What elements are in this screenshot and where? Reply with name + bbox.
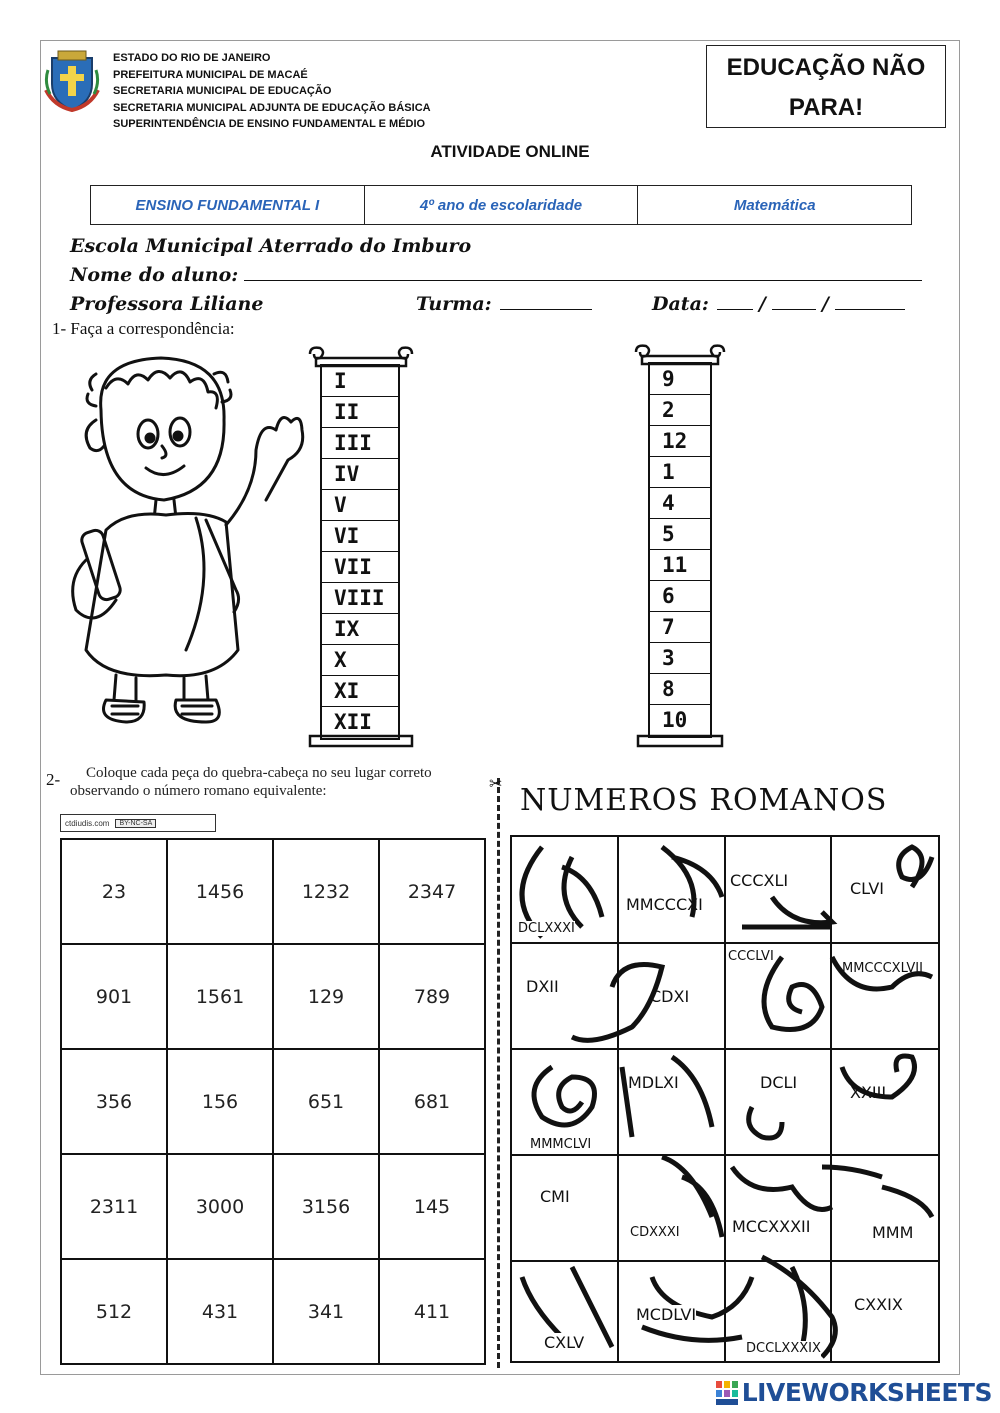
question-2-line-2: observando o número romano equivalente:	[70, 783, 327, 799]
arabic-number-column	[648, 362, 712, 738]
date-row	[652, 293, 905, 315]
grid-cell[interactable]: 512	[61, 1259, 167, 1364]
grid-cell[interactable]: 1456	[167, 839, 273, 944]
roman-numeral[interactable]: XII	[334, 710, 372, 734]
arabic-number[interactable]: 6	[650, 581, 710, 612]
roman-numeral[interactable]: VII	[322, 552, 398, 583]
info-grade: 4º ano de escolaridade	[365, 186, 639, 224]
grid-cell[interactable]: 23	[61, 839, 167, 944]
puzzle-piece[interactable]: CDXXXI	[630, 1225, 680, 1240]
puzzle-piece[interactable]: DCCLXXXIX	[746, 1341, 821, 1356]
slogan-box	[706, 45, 946, 128]
grid-cell[interactable]: 341	[273, 1259, 379, 1364]
arabic-number[interactable]: 4	[650, 488, 710, 519]
grid-cell[interactable]: 411	[379, 1259, 485, 1364]
grid-cell[interactable]: 2347	[379, 839, 485, 944]
arabic-number[interactable]: 10	[662, 708, 688, 732]
liveworksheets-brand: LIVEWORKSHEETS	[741, 1378, 992, 1407]
puzzle-piece[interactable]: MCDLVI	[636, 1305, 697, 1324]
header-line: SUPERINTENDÊNCIA DE ENSINO FUNDAMENTAL E MÉDIO	[113, 118, 426, 131]
roman-numeral[interactable]: II	[322, 397, 398, 428]
student-name-row	[70, 264, 922, 286]
info-subject: Matemática	[733, 196, 816, 214]
date-separator: /	[821, 293, 829, 315]
roman-numeral[interactable]: V	[322, 490, 398, 521]
puzzle-piece[interactable]: CCCLVI	[728, 949, 774, 964]
date-separator: /	[758, 293, 766, 315]
roman-numeral[interactable]: XI	[322, 676, 398, 707]
grid-cell[interactable]: 681	[379, 1049, 485, 1154]
teacher-name: Professora Liliane	[70, 293, 264, 315]
header-line: SECRETARIA MUNICIPAL DE EDUCAÇÃO	[113, 85, 332, 98]
cut-line	[497, 778, 500, 1368]
question-1-prompt: 1- Faça a correspondência:	[52, 319, 235, 338]
date-year-field[interactable]	[835, 294, 905, 310]
info-level: ENSINO FUNDAMENTAL I	[91, 186, 365, 224]
student-name-label: Nome do aluno:	[70, 264, 239, 286]
roman-numeral[interactable]: IX	[322, 614, 398, 645]
puzzle-title: NUMEROS ROMANOS	[520, 783, 888, 818]
grid-cell[interactable]: 156	[167, 1049, 273, 1154]
roman-numeral-column	[320, 364, 400, 740]
puzzle-board	[510, 835, 940, 1363]
puzzle-piece[interactable]: MDLXI	[628, 1073, 679, 1092]
credit-text: ctdiudis.com	[65, 818, 110, 828]
puzzle-piece[interactable]: MCCXXXII	[732, 1217, 811, 1236]
grid-cell[interactable]: 145	[379, 1154, 485, 1259]
class-row	[416, 293, 592, 315]
grid-cell[interactable]: 1561	[167, 944, 273, 1049]
roman-numeral[interactable]: III	[322, 428, 398, 459]
puzzle-piece[interactable]: CLVI	[850, 879, 884, 898]
class-label: Turma:	[416, 293, 492, 315]
arabic-number[interactable]: 5	[650, 519, 710, 550]
roman-numeral[interactable]: VI	[322, 521, 398, 552]
table-row	[61, 1049, 485, 1154]
slogan-line-1: EDUCAÇÃO NÃO	[726, 54, 926, 81]
date-month-field[interactable]	[772, 294, 816, 310]
table-row	[61, 1259, 485, 1364]
grid-cell[interactable]: 129	[273, 944, 379, 1049]
puzzle-piece[interactable]: XXIII	[850, 1083, 887, 1102]
grid-cell[interactable]: 431	[167, 1259, 273, 1364]
scissors-icon: ✂	[489, 776, 503, 793]
grid-cell[interactable]: 901	[61, 944, 167, 1049]
arabic-number[interactable]: 11	[650, 550, 710, 581]
roman-numeral[interactable]: I	[322, 366, 398, 397]
institution-header	[113, 50, 431, 133]
roman-boy-illustration	[66, 350, 306, 745]
municipal-crest-icon	[44, 50, 100, 112]
question-2-number: 2-	[46, 770, 61, 789]
puzzle-piece[interactable]: CCCXLI	[730, 871, 789, 890]
puzzle-piece[interactable]: CXLV	[544, 1333, 585, 1352]
grid-cell[interactable]: 1232	[273, 839, 379, 944]
puzzle-piece[interactable]: DXII	[526, 977, 559, 996]
header-line: ESTADO DO RIO DE JANEIRO	[113, 52, 271, 64]
roman-numeral[interactable]: IV	[322, 459, 398, 490]
arabic-number[interactable]: 3	[650, 643, 710, 674]
header-line: SECRETARIA MUNICIPAL ADJUNTA DE EDUCAÇÃO BÁSICA	[113, 101, 431, 114]
puzzle-piece[interactable]: DCLI	[760, 1073, 798, 1092]
liveworksheets-logo-icon	[716, 1381, 738, 1405]
arabic-number[interactable]: 9	[650, 364, 710, 395]
date-label: Data:	[652, 293, 709, 315]
license-badge: BY-NC-SA	[115, 819, 156, 828]
student-name-field[interactable]	[244, 265, 922, 281]
puzzle-piece[interactable]: MMCCCXI	[626, 895, 703, 914]
puzzle-piece[interactable]: MMCCCXLVII	[842, 961, 923, 976]
puzzle-piece[interactable]: CMI	[540, 1187, 570, 1206]
arabic-number[interactable]: 7	[650, 612, 710, 643]
liveworksheets-logo[interactable]	[716, 1378, 992, 1407]
arabic-number[interactable]: 1	[650, 457, 710, 488]
puzzle-piece[interactable]: MMMCLVI	[530, 1137, 592, 1152]
question-2-prompt	[70, 764, 432, 800]
puzzle-piece[interactable]: CXXIX	[854, 1295, 903, 1314]
roman-numeral[interactable]: X	[322, 645, 398, 676]
header-line: PREFEITURA MUNICIPAL DE MACAÉ	[113, 68, 308, 81]
grid-cell[interactable]: 651	[273, 1049, 379, 1154]
table-row	[61, 1154, 485, 1259]
arabic-number[interactable]: 8	[650, 674, 710, 705]
arabic-number[interactable]: 12	[650, 426, 710, 457]
grid-cell[interactable]: 789	[379, 944, 485, 1049]
table-row	[61, 839, 485, 944]
school-name: Escola Municipal Aterrado do Imburo	[70, 235, 472, 257]
class-field[interactable]	[500, 294, 592, 310]
puzzle-piece[interactable]: CDXI	[650, 987, 690, 1006]
slogan-line-2: PARA!	[788, 94, 864, 121]
puzzle-piece[interactable]: MMM	[872, 1223, 914, 1242]
arabic-number[interactable]: 2	[650, 395, 710, 426]
grid-cell[interactable]: 2311	[61, 1154, 167, 1259]
roman-numeral[interactable]: VIII	[322, 583, 398, 614]
number-grid	[60, 838, 486, 1365]
table-row	[61, 944, 485, 1049]
grid-cell[interactable]: 356	[61, 1049, 167, 1154]
grid-cell[interactable]: 3156	[273, 1154, 379, 1259]
activity-title: ATIVIDADE ONLINE	[430, 142, 590, 161]
info-table	[90, 185, 912, 225]
date-day-field[interactable]	[717, 294, 753, 310]
credit-badge	[60, 814, 216, 832]
question-2-line-1: Coloque cada peça do quebra-cabeça no seu lugar correto	[86, 765, 432, 781]
grid-cell[interactable]: 3000	[167, 1154, 273, 1259]
puzzle-piece[interactable]: DCLXXXI	[518, 921, 575, 936]
